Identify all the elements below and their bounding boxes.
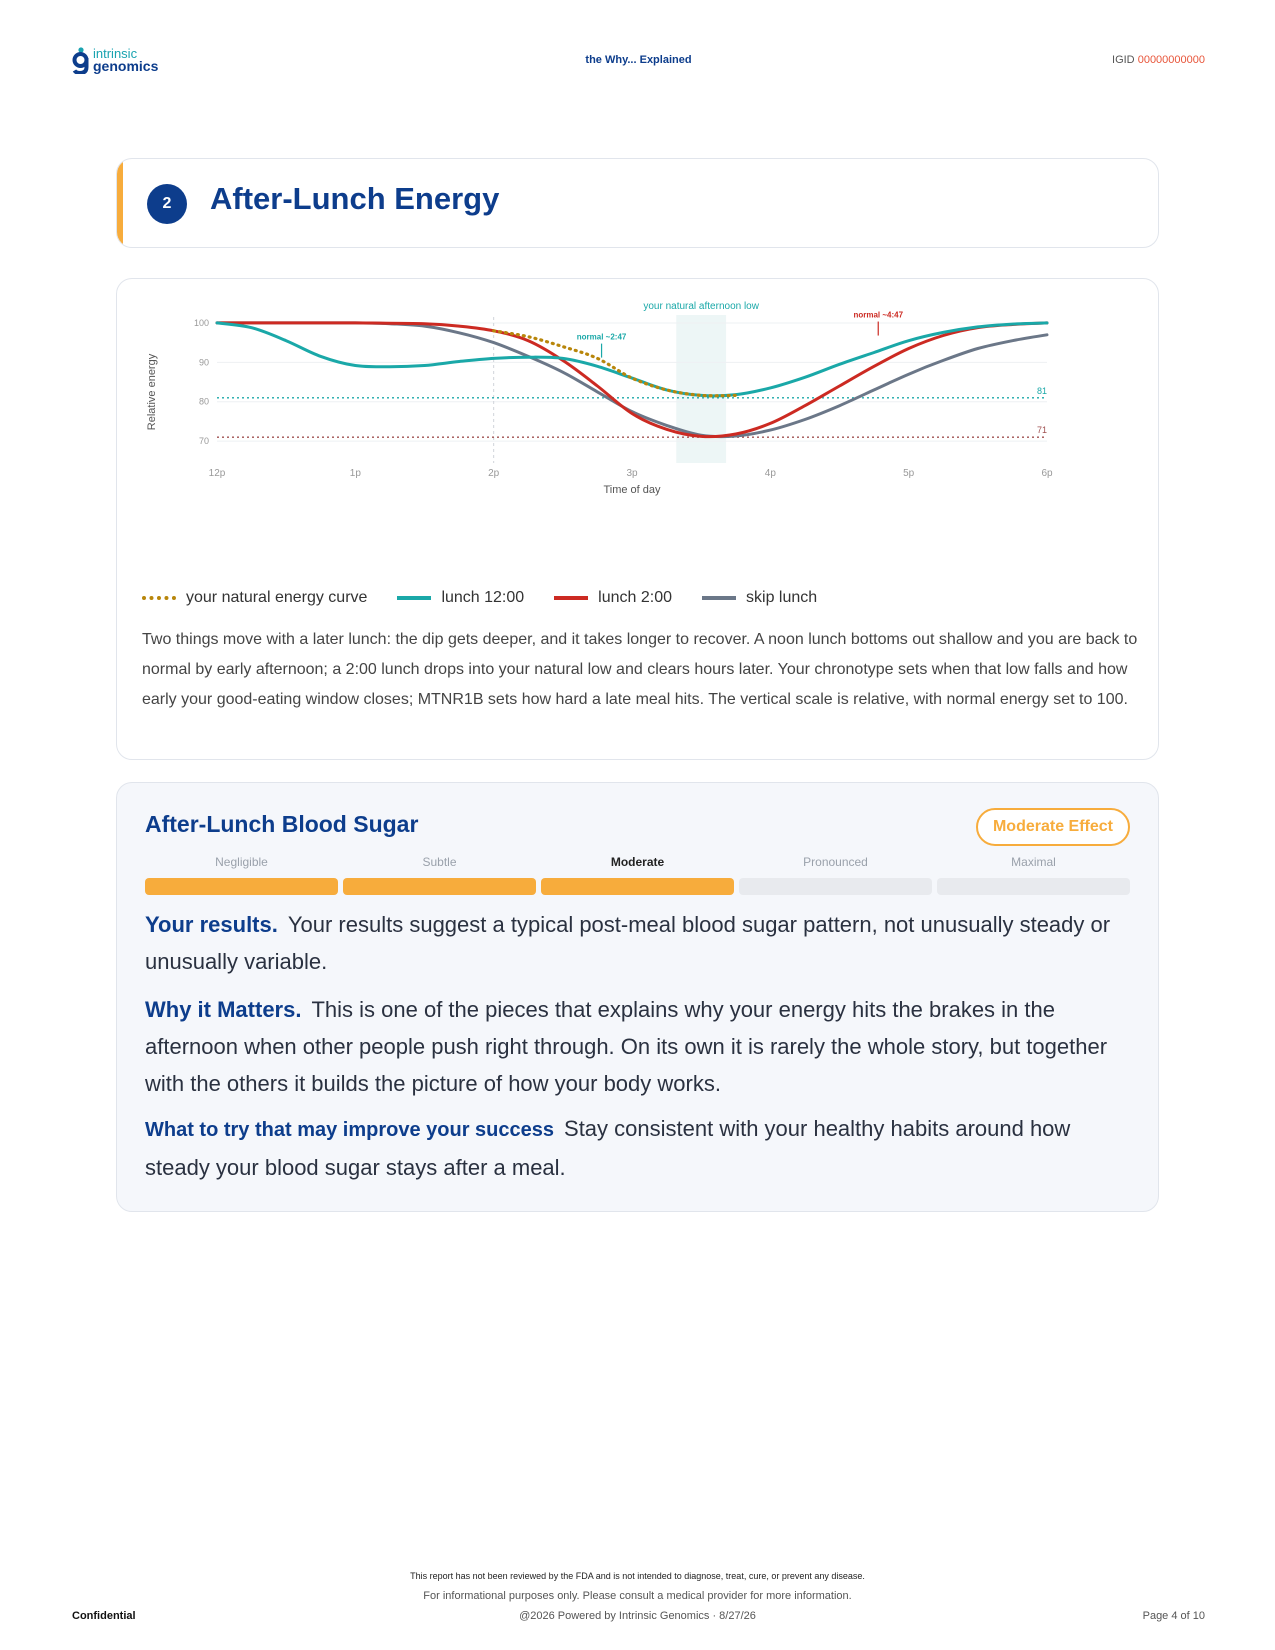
scale-bar (937, 878, 1130, 895)
legend-item-lunch-12 (397, 589, 524, 607)
why-lead: Why it Matters. (145, 997, 302, 1022)
scale-bar (739, 878, 932, 895)
results-text: Your results suggest a typical post-meal blood sugar pattern, not unusually steady or unusually variable. (145, 912, 1111, 974)
x-axis-label: Time of day (603, 484, 661, 496)
section-title-card (116, 158, 1159, 248)
annotation-label: normal ~2:47 (576, 332, 627, 342)
scale-label: Maximal (1011, 855, 1056, 869)
scale-bar (343, 878, 536, 895)
legend-item-natural (142, 589, 367, 607)
blood-sugar-title: After-Lunch Blood Sugar (145, 811, 419, 837)
report-id-value: 00000000000 (1137, 54, 1205, 66)
y-tick-label: 70 (198, 436, 209, 447)
energy-line-chart (117, 279, 1157, 579)
why-text: This is one of the pieces that explains why your energy hits the brakes in the afternoon when other people push right through. On its own it is rarely the whole story, but together with the others it builds the picture of how your body works. (145, 997, 1108, 1096)
try-lead: What to try that may improve your success (145, 1119, 555, 1141)
section-title: After-Lunch Energy (210, 181, 500, 216)
confidential-label: Confidential (72, 1610, 136, 1622)
x-tick-label: 12p (208, 468, 226, 479)
why-paragraph (145, 991, 1135, 1102)
legend-swatch (142, 596, 176, 600)
copyright: @2026 Powered by Intrinsic Genomics · 8/27/26 (519, 1610, 756, 1622)
page-number: Page 4 of 10 (1142, 1610, 1205, 1622)
x-tick-label: 4p (764, 468, 776, 479)
page-header (72, 44, 1205, 78)
y-tick-label: 90 (198, 357, 209, 368)
try-paragraph (145, 1110, 1135, 1186)
band-label: your natural afternoon low (643, 301, 759, 312)
scale-label: Moderate (610, 855, 665, 869)
annotation-label: normal ~4:47 (853, 310, 904, 320)
legend-swatch (554, 596, 588, 600)
effect-badge: Moderate Effect (976, 808, 1130, 846)
y-tick-label: 100 (193, 317, 209, 328)
scale-segment (937, 853, 1130, 895)
legend-item-lunch-2 (554, 589, 672, 607)
scale-segment (541, 853, 734, 895)
legend-label: lunch 12:00 (441, 589, 525, 606)
scale-segment (739, 853, 932, 895)
reference-line-label: 81 (1036, 385, 1047, 396)
series-lunch-2 (217, 323, 1047, 437)
results-lead: Your results. (145, 912, 278, 937)
y-tick-label: 80 (198, 396, 209, 407)
x-tick-label: 1p (349, 468, 361, 479)
scale-segment (343, 853, 536, 895)
x-tick-label: 5p (903, 468, 915, 479)
legend-label: skip lunch (746, 589, 818, 606)
scale-bar (541, 878, 734, 895)
x-tick-label: 3p (626, 468, 638, 479)
logo-line1: intrinsic (93, 46, 138, 61)
energy-chart-card (116, 278, 1159, 760)
scale-label: Pronounced (803, 855, 868, 869)
scale-segment (145, 853, 338, 895)
legend-item-skip-lunch (702, 589, 817, 607)
section-accent-bar (117, 159, 123, 247)
legend-label: lunch 2:00 (598, 589, 673, 606)
chart-legend (142, 589, 847, 607)
info-note: For informational purposes only. Please consult a medical provider for more information. (423, 1590, 852, 1602)
x-tick-label: 2p (488, 468, 500, 479)
fda-disclaimer: This report has not been reviewed by the FDA and is not intended to diagnose, treat, cure, or prevent any disease. (410, 1571, 865, 1581)
header-title: the Why... Explained (585, 54, 692, 66)
report-id (1112, 54, 1205, 66)
x-tick-label: 6p (1041, 468, 1053, 479)
blood-sugar-card (116, 782, 1159, 1212)
series-skip-lunch (217, 323, 1047, 437)
y-axis-label: Relative energy (146, 353, 158, 431)
series-lunch-12 (217, 323, 1047, 396)
report-id-label: IGID (1112, 54, 1135, 66)
try-text: Stay consistent with your healthy habits around how steady your blood sugar stays after a meal. (145, 1116, 1071, 1180)
results-paragraph (145, 906, 1135, 980)
legend-swatch (702, 596, 736, 600)
reference-line-label: 71 (1036, 425, 1047, 436)
scale-bar (145, 878, 338, 895)
scale-label: Subtle (422, 855, 457, 869)
scale-label: Negligible (215, 855, 268, 869)
logo-line2: genomics (93, 58, 159, 74)
section-number-badge: 2 (147, 184, 187, 224)
effect-scale (145, 853, 1130, 895)
legend-label: your natural energy curve (186, 589, 368, 606)
chart-description: Two things move with a later lunch: the dip gets deeper, and it takes longer to recover. A noon lunch bottoms out shallow and you are back to normal by early afternoon; a 2:00 lunch drops into your natural low and clears hours later. Your chronotype sets when that low falls and how early your good-eating window closes; MTNR1B sets how hard a late meal hits. The vertical scale is relative, with normal energy set to 100. (142, 631, 1138, 708)
legend-swatch (397, 596, 431, 600)
